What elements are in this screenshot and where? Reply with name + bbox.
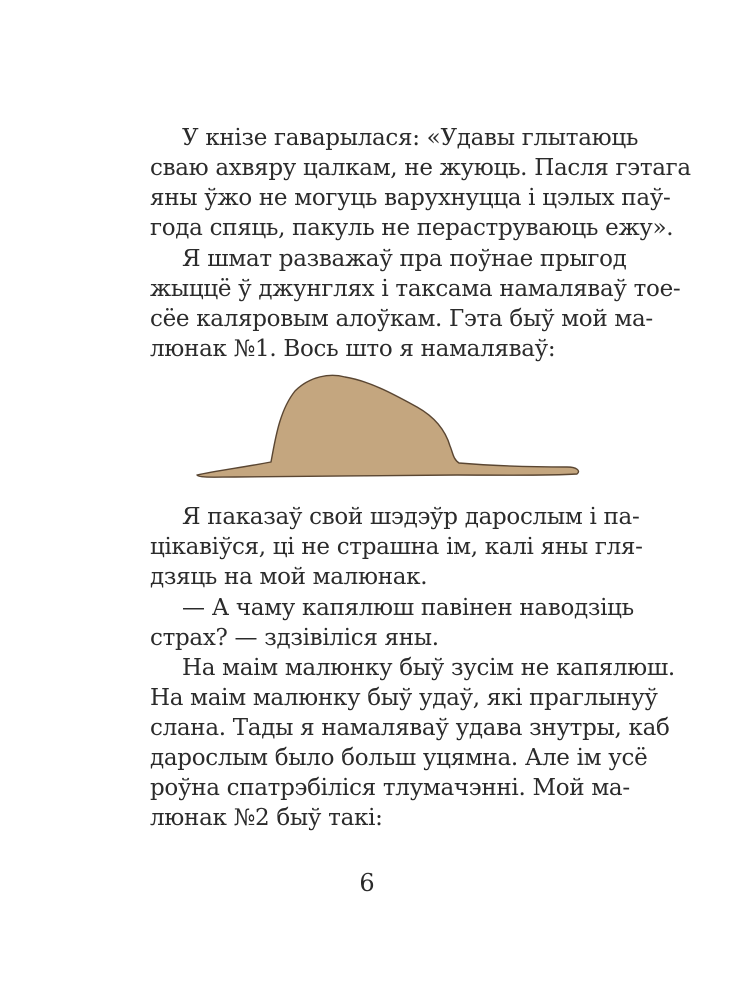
boa-silhouette bbox=[197, 375, 579, 477]
text-line: Я шмат разважаў пра поўнае прыгод bbox=[182, 246, 627, 272]
text-line: роўна спатрэбіліся тлумачэнні. Мой ма- bbox=[150, 775, 630, 801]
boa-constrictor-drawing-icon bbox=[195, 371, 585, 481]
text-line: дарослым было больш уцямна. Але ім усё bbox=[150, 745, 648, 771]
text-line: слана. Тады я намаляваў удава знутры, каб bbox=[150, 715, 670, 741]
text-line: люнак №1. Вось што я намаляваў: bbox=[150, 336, 556, 362]
text-line: сваю ахвяру цалкам, не жуюць. Пасля гэтага bbox=[150, 155, 691, 181]
text-line: цікавіўся, ці не страшна ім, калі яны гля- bbox=[150, 534, 643, 560]
text-line: дзяць на мой малюнак. bbox=[150, 564, 428, 590]
text-line: яны ўжо не могуць варухнуцца і цэлых паў- bbox=[150, 185, 671, 211]
text-line: люнак №2 быў такі: bbox=[150, 805, 383, 831]
page-number: 6 bbox=[359, 869, 375, 897]
text-line: года спяць, пакуль не пераструваюць ежу». bbox=[150, 215, 674, 241]
text-line: страх? — здзівіліся яны. bbox=[150, 625, 439, 651]
text-line: — А чаму капялюш павінен наводзіць bbox=[182, 595, 634, 621]
text-line: Я паказаў свой шэдэўр дарослым і па- bbox=[182, 504, 640, 530]
text-line: жыццё ў джунглях і таксама намаляваў тое- bbox=[150, 276, 681, 302]
text-line: У кнізе гаварылася: «Удавы глытаюць bbox=[182, 125, 639, 151]
text-line: На маім малюнку быў удаў, які праглынуў bbox=[150, 685, 658, 711]
text-line: сёе каляровым алоўкам. Гэта быў мой ма- bbox=[150, 306, 653, 332]
text-line: На маім малюнку быў зусім не капялюш. bbox=[182, 655, 675, 681]
